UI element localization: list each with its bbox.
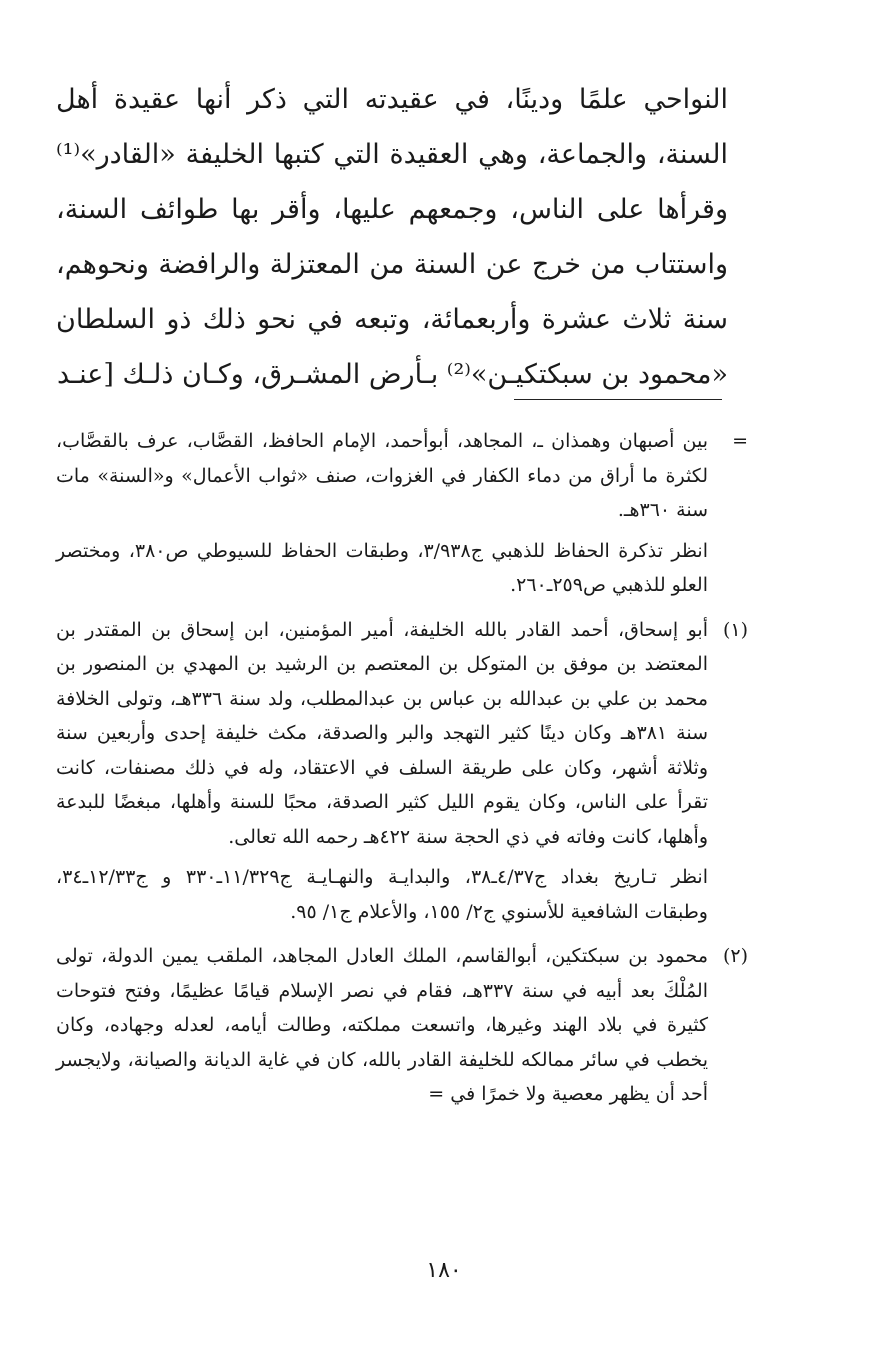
main-text bbox=[56, 72, 728, 402]
footnote-marker: (١) bbox=[722, 618, 748, 641]
footnote-paragraph: بين أصبهان وهمذان ـ، المجاهد، أبوأحمد، الإمام الحافظ، القصَّاب، عرف بالقصَّاب، لكثرة ما أراق من دماء الكفار في الغزوات، صنف «ثواب الأعمال» و«السنة» مات سنة ٣٦٠هـ. bbox=[56, 430, 708, 521]
footnote-continued bbox=[56, 424, 748, 603]
footnote-reference: انظر تـاريخ بغداد ج٤/٣٧ـ٣٨، والبدايـة والنهـايـة ج١١/٣٢٩ـ٣٣٠ و ج١٢/٣٣ـ٣٤، وطبقات الشافعية للأسنوي ج٢/ ١٥٥، والأعلام ج١/ ٩٥. bbox=[56, 866, 709, 923]
footnote-2 bbox=[56, 939, 748, 1112]
footnote-marker: (٢) bbox=[722, 945, 748, 967]
footnote-separator bbox=[514, 399, 722, 400]
page-number: ١٨٠ bbox=[426, 1258, 462, 1283]
main-paragraph: النواحي علمًا ودينًا، في عقيدته التي ذكر أنها عقيدة أهل السنة، والجماعة، وهي العقيدة التي كتبها الخليفة «القادر»⁽¹⁾ وقرأها على الناس، وجمعهم عليها، وأقر بها طوائف السنة، واستتاب من خرج عن السنة من المعتزلة والرافضة ونحوهم، سنة ثلاث عشرة وأربعمائة، وتبعه في نحو ذلك ذو السلطان «محمود بن سبكتكيـن»⁽²⁾ بـأرض المشـرق، وكـان ذلـك [عنـد bbox=[56, 84, 728, 390]
footnote-1 bbox=[56, 613, 748, 930]
footnote-paragraph: محمود بن سبكتكين، أبوالقاسم، الملك العادل المجاهد، الملقب يمين الدولة، تولى المُلْكَ بعد أبيه في سنة ٣٣٧هـ، فقام في نصر الإسلام قيامًا عظيمًا، وفتح فتوحات كثيرة في بلاد الهند وغيرها، واتسعت مملكته، وطالت أيامه، لعدله وجهاده، وكان يخطب في سائر ممالكه للخليفة القادر بالله، كان في غاية الديانة والصيانة، ولايجسر أحد أن يظهر معصية ولا خمرًا في = bbox=[56, 945, 708, 1105]
footnote-marker: = bbox=[732, 430, 748, 452]
footnote-reference: انظر تذكرة الحفاظ للذهبي ج٣/٩٣٨، وطبقات الحفاظ للسيوطي ص٣٨٠، ومختصر العلو للذهبي ص٢٥٩ـ٢٦٠. bbox=[56, 539, 709, 596]
footnote-paragraph: أبو إسحاق، أحمد القادر بالله الخليفة، أمير المؤمنين، ابن إسحاق بن المقتدر بن المعتضد بن موفق بن المتوكل بن المعتصم بن الرشيد بن المهدي بن المنصور بن محمد بن علي بن عبدالله بن عباس بن عبدالمطلب، ولد سنة ٣٣٦هـ، وتولى الخلافة سنة ٣٨١هـ وكان دينًا كثير التهجد والبر والصدقة، مكث خليفة إحدى وأربعين سنة وثلاثة أشهر، وكان على طريقة السلف في الاعتقاد، وله في ذلك مصنفات، كانت تقرأ على الناس، وكان يقوم الليل كثير الصدقة، محبًا للسنة وأهلها، مبغضًا للبدعة وأهلها، كانت وفاته في ذي الحجة سنة ٤٢٢هـ رحمه الله تعالى. bbox=[56, 618, 709, 848]
footnotes-section bbox=[56, 424, 748, 1118]
